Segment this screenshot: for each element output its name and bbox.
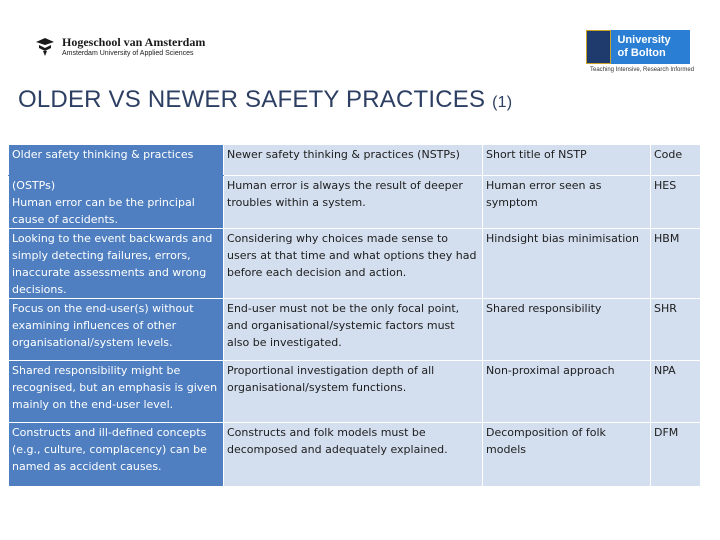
page-title-number: (1) [492, 94, 513, 111]
page-title [18, 86, 512, 114]
header-older-abbrev: (OSTPs) [12, 179, 56, 192]
table-row [9, 361, 701, 423]
cell-code: NPA [651, 361, 701, 423]
header-newer: Newer safety thinking & practices (NSTPs) [224, 145, 483, 176]
cell-older: Looking to the event backwards and simply detecting failures, errors, inaccurate assessments and wrong decisions. [9, 229, 224, 299]
header-older: Older safety thinking & practices [9, 145, 224, 176]
cell-short-title: Human error seen as symptom [483, 176, 651, 229]
bolton-logo-tagline: Teaching Intensive, Research Informed [590, 67, 695, 73]
cell-older: Constructs and ill-defined concepts (e.g., culture, complacency) can be named as accident causes. [9, 423, 224, 487]
cell-older: (OSTPs) Human error can be the principal cause of accidents. [9, 176, 224, 229]
hva-emblem-icon [34, 36, 56, 58]
header-short-title: Short title of NSTP [483, 145, 651, 176]
cell-code: HBM [651, 229, 701, 299]
table-header-row [9, 145, 701, 176]
cell-short-title: Shared responsibility [483, 299, 651, 361]
table-row [9, 229, 701, 299]
cell-short-title: Non-proximal approach [483, 361, 651, 423]
cell-newer: Proportional investigation depth of all organisational/system functions. [224, 361, 483, 423]
bolton-crest-icon [586, 30, 611, 64]
cell-code: HES [651, 176, 701, 229]
table-row [9, 423, 701, 487]
header-code: Code [651, 145, 701, 176]
page-title-text: OLDER VS NEWER SAFETY PRACTICES [18, 86, 486, 113]
cell-newer: End-user must not be the only focal point, and organisational/systemic factors must also be investigated. [224, 299, 483, 361]
cell-older: Focus on the end-user(s) without examining influences of other organisational/system levels. [9, 299, 224, 361]
table-row [9, 176, 701, 229]
cell-short-title: Hindsight bias minimisation [483, 229, 651, 299]
cell-code: SHR [651, 299, 701, 361]
cell-older: Shared responsibility might be recognised, but an emphasis is given mainly on the end-user level. [9, 361, 224, 423]
bolton-logo [560, 30, 695, 73]
cell-newer: Considering why choices made sense to users at that time and what options they had before each decision and action. [224, 229, 483, 299]
cell-newer: Constructs and folk models must be decomposed and adequately explained. [224, 423, 483, 487]
cell-newer: Human error is always the result of deeper troubles within a system. [224, 176, 483, 229]
cell-code: DFM [651, 423, 701, 487]
hva-logo [34, 36, 205, 58]
hva-logo-name: Hogeschool van Amsterdam [62, 35, 206, 49]
table-row [9, 299, 701, 361]
cell-short-title: Decomposition of folk models [483, 423, 651, 487]
safety-practices-table [8, 144, 701, 487]
bolton-logo-name: University of Bolton [611, 30, 690, 64]
hva-logo-subtitle: Amsterdam University of Applied Sciences [62, 50, 194, 57]
